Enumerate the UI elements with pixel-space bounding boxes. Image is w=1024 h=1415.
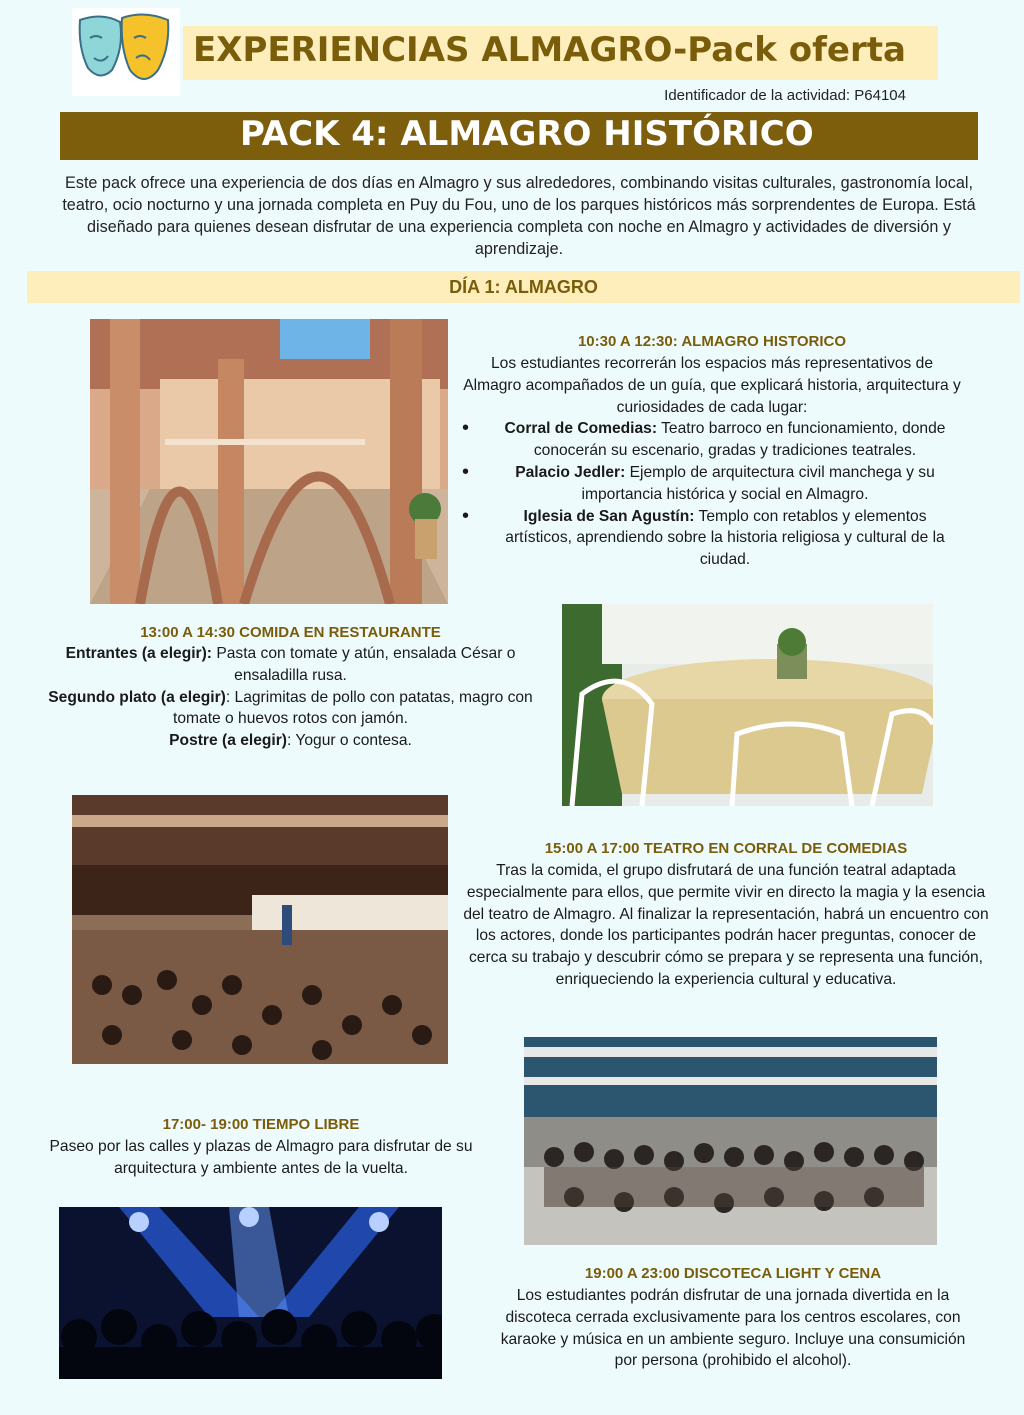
places-list [462,418,962,571]
discoteca-photo [59,1207,442,1379]
list-item: • Corral de Comedias: Teatro barroco en funcionamiento, donde conocerán su escenario, gradas y tradiciones teatrales. [462,418,962,462]
section-title: 15:00 A 17:00 TEATRO EN CORRAL DE COMEDIAS [544,840,908,857]
section-title: 19:00 A 23:00 DISCOTECA LIGHT Y CENA [584,1265,882,1282]
page-title: EXPERIENCIAS ALMAGRO-Pack oferta [193,30,906,70]
group-photo [524,1037,937,1245]
header-title-bar [183,26,938,80]
day-title: DÍA 1: ALMAGRO [449,277,598,297]
activity-identifier: Identificador de la actividad: P64104 [664,87,906,104]
intro-paragraph: Este pack ofrece una experiencia de dos días en Almagro y sus alrededores, combinando visitas culturales, gastronomía local, teatro, ocio nocturno y una jornada completa en Puy du Fou, uno de los parques históricos más sorprendentes de Europa. Está diseñado para quienes desean disfrutar de una experiencia completa con noche en Almagro y actividades de diversión y aprendizaje. [62,174,976,258]
section-almagro-historico [462,333,962,571]
section-tiempo-libre [42,1116,480,1180]
section-text: Los estudiantes podrán disfrutar de una jornada divertida en la discoteca cerrada exclusivamente para los centros escolares, con karaoke y música en un ambiente seguro. Incluye una consumición por persona (prohibido el alcohol). [500,1287,966,1370]
courtyard-photo [90,319,448,604]
section-title: 17:00- 19:00 TIEMPO LIBRE [162,1116,360,1133]
section-text: Tras la comida, el grupo disfrutará de una función teatral adaptada especialmente para ellos, que permite vivir en directo la magia y la esencia del teatro de Almagro. Al finalizar la representación, habrá un encuentro con los actores, donde los participantes podrán hacer preguntas, conocer de cerca su trabajo y descubrir cómo se prepara y se representa una función, enriqueciendo la experiencia cultural y educativa. [463,862,989,988]
section-text: Paseo por las calles y plazas de Almagro para disfrutar de su arquitectura y ambiente antes de la vuelta. [49,1138,473,1177]
section-discoteca [490,1265,976,1372]
restaurant-photo [562,604,933,806]
list-item: • Palacio Jedler: Ejemplo de arquitectura civil manchega y su importancia histórica y social en Almagro. [462,462,962,506]
section-teatro [462,840,990,991]
day-title-bar [27,271,1020,303]
section-title: 10:30 A 12:30: ALMAGRO HISTORICO [577,333,847,350]
section-title: 13:00 A 14:30 COMIDA EN RESTAURANTE [140,624,441,641]
section-comida [28,624,553,752]
segundo-text: Segundo plato (a elegir): Lagrimitas de pollo con patatas, magro con tomate o huevos rotos con jamón. [48,688,533,728]
pack-title: PACK 4: ALMAGRO HISTÓRICO [240,114,814,154]
pack-title-bar [60,112,978,160]
postre-text: Postre (a elegir): Yogur o contesa. [169,732,412,750]
corral-comedias-photo [72,795,448,1064]
section-text: Los estudiantes recorrerán los espacios más representativos de Almagro acompañados de un guía, que explicará historia, arquitectura y curiosidades de cada lugar: [463,355,961,416]
list-item: • Iglesia de San Agustín: Templo con retablos y elementos artísticos, aprendiendo sobre la historia religiosa y cultural de la ciudad. [462,506,962,571]
theatre-masks-logo [72,8,180,96]
entrantes-text: Entrantes (a elegir): Pasta con tomate y atún, ensalada César o ensaladilla rusa. [65,645,516,684]
